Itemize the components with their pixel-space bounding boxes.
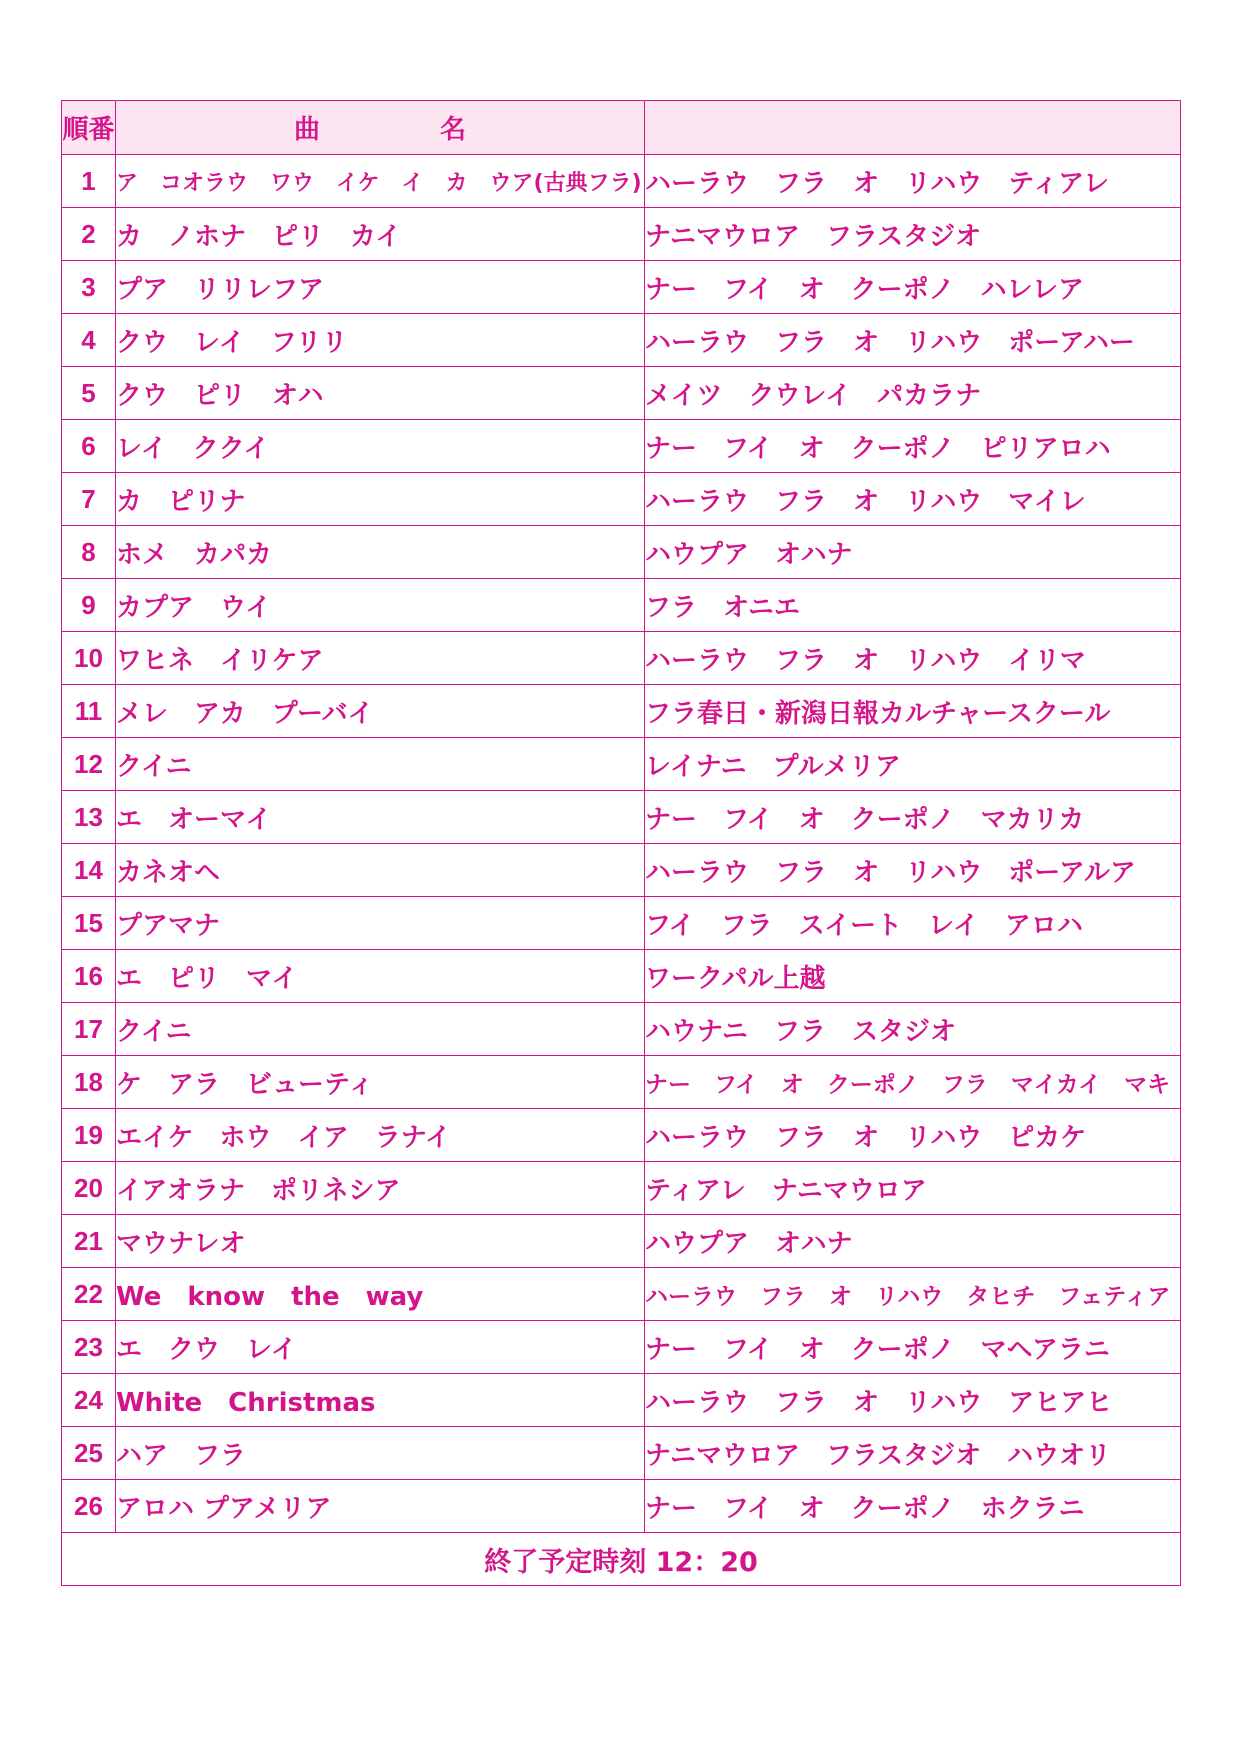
row-group-name: ハウプア オハナ (645, 1215, 1181, 1268)
row-song-title: クウ ピリ オハ (116, 367, 645, 420)
table-row (62, 526, 1181, 579)
row-group-name: ハーラウ フラ オ リハウ イリマ (645, 632, 1181, 685)
table-footer (62, 1533, 1181, 1586)
row-song-title: クウ レイ フリリ (116, 314, 645, 367)
row-order-number: 24 (62, 1374, 116, 1427)
row-song-title: エ クウ レイ (116, 1321, 645, 1374)
row-song-title: メレ アカ プーバイ (116, 685, 645, 738)
table-row (62, 685, 1181, 738)
row-group-name: ハーラウ フラ オ リハウ タヒチ フェティア (645, 1268, 1181, 1321)
row-song-title: エ ピリ マイ (116, 950, 645, 1003)
row-group-name: フラ オニエ (645, 579, 1181, 632)
table-row (62, 897, 1181, 950)
table-row (62, 155, 1181, 208)
row-order-number: 3 (62, 261, 116, 314)
table-row (62, 950, 1181, 1003)
row-order-number: 21 (62, 1215, 116, 1268)
header-song-title-part2: 名 (440, 115, 467, 145)
row-group-name: ナー フイ オ クーポノ マカリカ (645, 791, 1181, 844)
row-group-name: ハウナニ フラ スタジオ (645, 1003, 1181, 1056)
table-row (62, 1056, 1181, 1109)
table-row (62, 314, 1181, 367)
row-order-number: 22 (62, 1268, 116, 1321)
program-table (61, 100, 1181, 1586)
row-song-title: We know the way (116, 1268, 645, 1321)
row-song-title: カネオヘ (116, 844, 645, 897)
row-order-number: 23 (62, 1321, 116, 1374)
row-order-number: 20 (62, 1162, 116, 1215)
table-row (62, 1215, 1181, 1268)
row-order-number: 17 (62, 1003, 116, 1056)
header-song-title (116, 101, 645, 155)
table-header (62, 101, 1181, 155)
row-order-number: 14 (62, 844, 116, 897)
table-row (62, 367, 1181, 420)
row-group-name: ハーラウ フラ オ リハウ ピカケ (645, 1109, 1181, 1162)
row-group-name: ナニマウロア フラスタジオ (645, 208, 1181, 261)
row-order-number: 18 (62, 1056, 116, 1109)
row-order-number: 12 (62, 738, 116, 791)
header-row (62, 101, 1181, 155)
row-song-title: エイケ ホウ イア ラナイ (116, 1109, 645, 1162)
row-group-name: フイ フラ スイート レイ アロハ (645, 897, 1181, 950)
table-row (62, 1480, 1181, 1533)
row-order-number: 4 (62, 314, 116, 367)
row-order-number: 19 (62, 1109, 116, 1162)
row-group-name: ナー フイ オ クーポノ フラ マイカイ マキ (645, 1056, 1181, 1109)
header-group (645, 101, 1181, 155)
row-group-name: ナー フイ オ クーポノ ピリアロハ (645, 420, 1181, 473)
row-order-number: 2 (62, 208, 116, 261)
row-song-title: レイ ククイ (116, 420, 645, 473)
row-song-title: マウナレオ (116, 1215, 645, 1268)
row-song-title: エ オーマイ (116, 791, 645, 844)
table-row (62, 261, 1181, 314)
row-song-title: クイニ (116, 1003, 645, 1056)
row-song-title: ワヒネ イリケア (116, 632, 645, 685)
table-row (62, 1268, 1181, 1321)
table-row (62, 632, 1181, 685)
row-order-number: 5 (62, 367, 116, 420)
row-song-title: ホメ カパカ (116, 526, 645, 579)
row-order-number: 9 (62, 579, 116, 632)
table-row (62, 1321, 1181, 1374)
row-song-title: イアオラナ ポリネシア (116, 1162, 645, 1215)
row-group-name: ハーラウ フラ オ リハウ アヒアヒ (645, 1374, 1181, 1427)
row-song-title: アロハ プアメリア (116, 1480, 645, 1533)
table-row (62, 1427, 1181, 1480)
row-order-number: 25 (62, 1427, 116, 1480)
row-order-number: 13 (62, 791, 116, 844)
row-group-name: ハーラウ フラ オ リハウ ポーアルア (645, 844, 1181, 897)
table-row (62, 1162, 1181, 1215)
row-order-number: 11 (62, 685, 116, 738)
row-song-title: クイニ (116, 738, 645, 791)
row-order-number: 8 (62, 526, 116, 579)
end-time: 終了予定時刻 12：20 (62, 1533, 1181, 1586)
row-group-name: フラ春日・新潟日報カルチャースクール (645, 685, 1181, 738)
table-row (62, 1374, 1181, 1427)
row-song-title: ア コオラウ ワウ イケ イ カ ウア(古典フラ) (116, 155, 645, 208)
row-group-name: ハウプア オハナ (645, 526, 1181, 579)
table-row (62, 738, 1181, 791)
row-group-name: ナニマウロア フラスタジオ ハウオリ (645, 1427, 1181, 1480)
table-row (62, 1003, 1181, 1056)
row-group-name: ナー フイ オ クーポノ ハレレア (645, 261, 1181, 314)
table-row (62, 473, 1181, 526)
row-order-number: 10 (62, 632, 116, 685)
table-row (62, 791, 1181, 844)
table-row (62, 208, 1181, 261)
row-order-number: 1 (62, 155, 116, 208)
row-order-number: 6 (62, 420, 116, 473)
row-group-name: ティアレ ナニマウロア (645, 1162, 1181, 1215)
row-group-name: ハーラウ フラ オ リハウ ポーアハー (645, 314, 1181, 367)
row-order-number: 15 (62, 897, 116, 950)
row-song-title: カ ピリナ (116, 473, 645, 526)
row-group-name: ハーラウ フラ オ リハウ マイレ (645, 473, 1181, 526)
row-group-name: ハーラウ フラ オ リハウ ティアレ (645, 155, 1181, 208)
table-body (62, 155, 1181, 1533)
row-song-title: カプア ウイ (116, 579, 645, 632)
table-row (62, 844, 1181, 897)
row-group-name: メイツ クウレイ パカラナ (645, 367, 1181, 420)
row-song-title: プア リリレフア (116, 261, 645, 314)
row-group-name: ワークパル上越 (645, 950, 1181, 1003)
row-song-title: White Christmas (116, 1374, 645, 1427)
row-song-title: ケ アラ ビューティ (116, 1056, 645, 1109)
header-song-title-part1: 曲 (293, 115, 320, 145)
footer-row (62, 1533, 1181, 1586)
row-group-name: ナー フイ オ クーポノ マヘアラニ (645, 1321, 1181, 1374)
header-order: 順番 (62, 101, 116, 155)
table-row (62, 579, 1181, 632)
row-order-number: 26 (62, 1480, 116, 1533)
row-order-number: 7 (62, 473, 116, 526)
row-song-title: プアマナ (116, 897, 645, 950)
table-row (62, 420, 1181, 473)
row-group-name: レイナニ プルメリア (645, 738, 1181, 791)
table-row (62, 1109, 1181, 1162)
row-group-name: ナー フイ オ クーポノ ホクラニ (645, 1480, 1181, 1533)
row-song-title: カ ノホナ ピリ カイ (116, 208, 645, 261)
row-order-number: 16 (62, 950, 116, 1003)
row-song-title: ハア フラ (116, 1427, 645, 1480)
